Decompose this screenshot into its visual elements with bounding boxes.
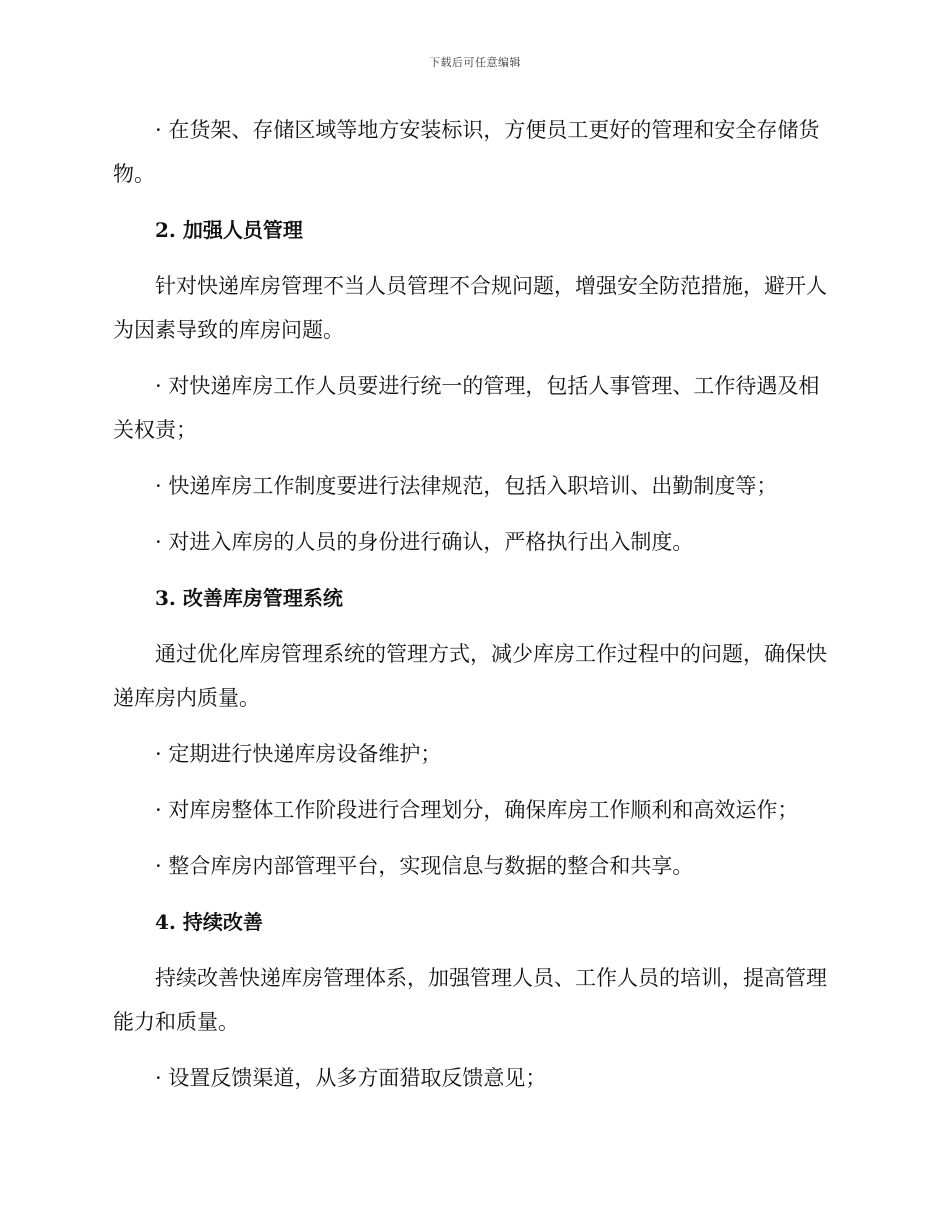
section-3-intro-paragraph: 通过优化库房管理系统的管理方式，减少库房工作过程中的问题，确保快递库房内质量。	[113, 642, 827, 710]
spacer	[113, 564, 829, 576]
bullet-paragraph-signage: · 在货架、存储区域等地方安装标识，方便员工更好的管理和安全存储货物。	[113, 118, 820, 186]
bullet-paragraph-work-rules: · 快递库房工作制度要进行法律规范，包括入职培训、出勤制度等；	[155, 474, 778, 498]
section-2-intro-paragraph: 针对快递库房管理不当人员管理不合规问题，增强安全防范措施，避开人为因素导致的库房问题。	[113, 274, 827, 342]
spacer	[113, 252, 829, 264]
spacer	[113, 196, 829, 208]
bullet-paragraph-feedback-channels: · 设置反馈渠道，从多方面猎取反馈意见；	[155, 1066, 547, 1090]
bullet-paragraph-identity-check: · 对进入库房的人员的身份进行确认，严格执行出入制度。	[155, 530, 694, 554]
spacer	[113, 508, 829, 520]
spacer	[113, 888, 829, 900]
document-body	[113, 108, 829, 1100]
spacer	[113, 776, 829, 788]
spacer	[113, 720, 829, 732]
section-4-intro-paragraph: 持续改善快递库房管理体系，加强管理人员、工作人员的培训，提高管理能力和质量。	[113, 966, 827, 1034]
spacer	[113, 1044, 829, 1056]
bullet-paragraph-work-stages: · 对库房整体工作阶段进行合理划分，确保库房工作顺利和高效运作；	[155, 798, 799, 822]
spacer	[113, 832, 829, 844]
page-header: 下载后可任意编辑	[429, 56, 521, 69]
bullet-paragraph-platform-integration: · 整合库房内部管理平台，实现信息与数据的整合和共享。	[155, 854, 694, 878]
section-heading-4: 4. 持续改善	[155, 910, 263, 934]
spacer	[113, 352, 829, 364]
bullet-paragraph-equipment-maintenance: · 定期进行快递库房设备维护；	[155, 742, 442, 766]
spacer	[113, 620, 829, 632]
section-heading-3: 3. 改善库房管理系统	[155, 586, 343, 610]
spacer	[113, 944, 829, 956]
bullet-paragraph-staff-management: · 对快递库房工作人员要进行统一的管理，包括人事管理、工作待遇及相关权责；	[113, 374, 820, 442]
section-heading-2: 2. 加强人员管理	[155, 218, 303, 242]
spacer	[113, 452, 829, 464]
